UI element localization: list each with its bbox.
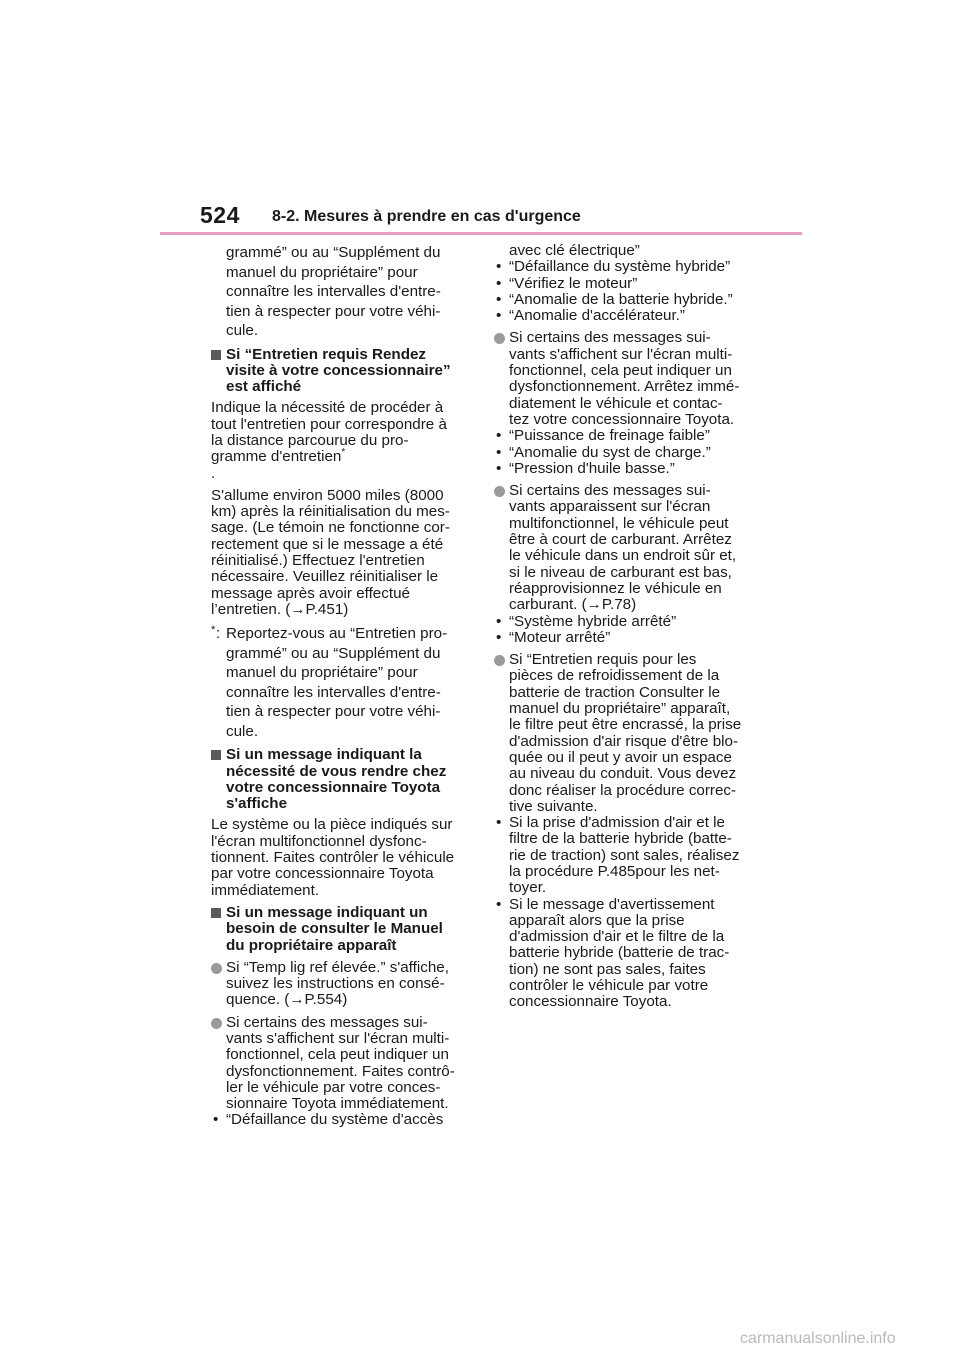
bullet-text: “Moteur arrêté” [509, 628, 611, 646]
text-line: quence. (→P.554) [226, 991, 348, 1009]
text-line: manuel du propriétaire” apparaît, [509, 700, 731, 718]
text-line: Si “Entretien requis Rendez [226, 345, 427, 363]
text-line: réapprovisionnez le véhicule en [509, 579, 722, 597]
text-line: fonctionnel, cela peut indiquer un [509, 362, 732, 380]
page-header [0, 0, 960, 240]
text-line: l’entretien. (→P.451) [211, 600, 349, 618]
text-line: pièces de refroidissement de la [509, 667, 720, 685]
text-line: est affiché [226, 378, 302, 396]
footnote [211, 624, 473, 741]
bullet-item [494, 259, 756, 275]
text-line: gramme d'entretien* . [211, 449, 473, 482]
square-bullet-icon [211, 908, 221, 918]
text-line: manuel du propriétaire” pour [226, 664, 418, 682]
text-line: Si “Temp lig ref élevée.” s'affiche, [226, 958, 449, 976]
bullet-dot: • [496, 459, 502, 477]
bullet-text: “Système hybride arrêté” [509, 612, 677, 630]
text-line: cule. [226, 322, 259, 339]
text-line: cule. [226, 722, 259, 740]
circle-item-text [226, 960, 473, 1009]
text-line: grammé” ou au “Supplément du [226, 244, 441, 261]
bullet-item [494, 461, 756, 477]
bullet-text: “Anomalie du syst de charge.” [509, 443, 711, 461]
text-line: réinitialisé.) Effectuez l'entretien [211, 552, 425, 570]
text-line: quée ou il peut y avoir un espace [509, 748, 732, 766]
bullet-item [494, 445, 756, 461]
text-line: tez votre concessionnaire Toyota. [509, 410, 735, 428]
bullet-dot: • [496, 258, 502, 276]
text-line: la distance parcourue du pro- [211, 431, 409, 449]
bullet-list-a [494, 259, 756, 324]
heading-visit-dealer [211, 747, 473, 812]
bullet-dot: • [496, 290, 502, 308]
text-line: Le système ou la pièce indiqués sur [211, 816, 453, 834]
circle-item-text [509, 330, 756, 428]
text-line: tien à respecter pour votre véhi- [226, 302, 441, 320]
bullet-item-not-dirty [494, 897, 756, 1011]
text-line: connaître les intervalles d'entre- [226, 683, 441, 701]
text-line: Si certains des messages sui- [509, 482, 711, 500]
paragraph-text [211, 400, 473, 481]
bullet-item [494, 428, 756, 444]
text-line: Si “Entretien requis pour les [509, 651, 697, 669]
bullet-dot: • [496, 814, 502, 832]
circle-item-fuel [494, 483, 756, 613]
circle-item-text [226, 1015, 473, 1113]
text-line: dysfonctionnement. Arrêtez immé- [509, 378, 740, 396]
bullet-text: avec clé électrique” [509, 242, 640, 259]
text-line: si le niveau de carburant est bas, [509, 563, 732, 581]
bullet-item [494, 292, 756, 308]
text-line: ler le véhicule par votre conces- [226, 1078, 441, 1096]
text-line: par votre concessionnaire Toyota [211, 865, 434, 883]
text-line: immédiatement. [211, 881, 320, 899]
bullet-text: “Vérifiez le moteur” [509, 274, 638, 292]
text-line: tion) ne sont pas sales, faites [509, 960, 706, 978]
text-line: au niveau du conduit. Vous devez [509, 765, 737, 783]
text-line: Si un message indiquant la [226, 746, 422, 764]
bullet-dot: • [496, 895, 502, 913]
bullet-text [509, 815, 756, 896]
bullet-text [509, 897, 756, 1011]
circle-item-text [509, 652, 756, 815]
circle-item-dealer-check [211, 1015, 473, 1113]
text-line: multifonctionnel, le véhicule peut [509, 514, 729, 532]
text-line: contrôler le véhicule par votre [509, 977, 709, 995]
text-line: Si le message d'avertissement [509, 895, 715, 913]
text-line: carburant. (→P.78) [509, 596, 637, 614]
heading-text [226, 347, 473, 396]
circle-bullet-icon [494, 655, 505, 666]
text-line: s'affiche [226, 795, 288, 813]
bullet-dot: • [496, 612, 502, 630]
bullet-text: “Défaillance du système d'accès [226, 1111, 444, 1129]
sentence-end: . [211, 464, 216, 482]
text-line: concessionnaire Toyota. [509, 993, 672, 1011]
text-line: grammé” ou au “Supplément du [226, 644, 441, 662]
text-line: d'admission d'air risque d'être blo- [509, 732, 739, 750]
text-line: tout l'entretien pour correspondre à [211, 415, 447, 433]
text-line: donc réaliser la procédure correc- [509, 781, 737, 799]
heading-text [226, 747, 473, 812]
text-line: Reportez-vous au “Entretien pro- [226, 625, 448, 643]
text-line: message après avoir effectué [211, 584, 410, 602]
header-rule [160, 232, 802, 235]
text-line: Indique la nécessité de procéder à [211, 399, 444, 417]
footnote-star: * [211, 624, 216, 637]
circle-bullet-icon [211, 963, 222, 974]
left-column [211, 243, 473, 1129]
bullet-item-clean [494, 815, 756, 896]
heading-maintenance-required [211, 347, 473, 396]
text-line: batterie hybride (batterie de trac- [509, 944, 730, 962]
text-line: tien à respecter pour votre véhi- [226, 703, 441, 721]
bullet-continuation [494, 243, 756, 259]
bullet-dot: • [496, 443, 502, 461]
text-line: diatement le véhicule et contac- [509, 394, 723, 412]
bullet-dot: • [496, 628, 502, 646]
circle-item-text [509, 483, 756, 613]
footnote-marker: * [341, 447, 346, 459]
circle-bullet-icon [494, 486, 505, 497]
watermark: carmanualsonline.info [740, 1330, 896, 1347]
text-line: tionnent. Faites contrôler le véhicule [211, 849, 455, 867]
text-line: toyer. [509, 879, 547, 897]
right-column [494, 243, 756, 1011]
text-line: Si la prise d'admission d'air et le [509, 814, 725, 832]
circle-item-cooling [494, 652, 756, 815]
text-line: besoin de consulter le Manuel [226, 920, 443, 938]
text-line: apparaît alors que la prise [509, 911, 685, 929]
text-line: sionnaire Toyota immédiatement. [226, 1095, 449, 1113]
text-line: le véhicule dans un endroit sûr et, [509, 547, 737, 565]
text-line: Si un message indiquant un [226, 903, 428, 921]
heading-text [226, 905, 473, 954]
circle-bullet-icon [211, 1018, 222, 1029]
bullet-dot: • [496, 427, 502, 445]
text-line: visite à votre concessionnaire” [226, 361, 451, 379]
bullet-dot: • [496, 274, 502, 292]
bullet-text: “Anomalie de la batterie hybride.” [509, 290, 733, 308]
footnote-colon: : [216, 625, 221, 643]
section-title: 8-2. Mesures à prendre en cas d'urgence [272, 208, 581, 225]
bullet-item [494, 630, 756, 646]
text-line: km) après la réinitialisation du mes- [211, 503, 450, 521]
text-line: votre concessionnaire Toyota [226, 778, 441, 796]
text-line: dysfonctionnement. Faites contrô- [226, 1062, 455, 1080]
circle-bullet-icon [494, 333, 505, 344]
text-line: sage. (Le témoin ne fonctionne cor- [211, 519, 450, 537]
continued-footnote [211, 243, 473, 341]
bullet-item [494, 614, 756, 630]
page-number: 524 [200, 202, 240, 228]
footnote-text [226, 624, 473, 741]
text-line: le filtre peut être encrassé, la prise [509, 716, 742, 734]
text-line: être à court de carburant. Arrêtez [509, 531, 732, 549]
text-line: manuel du propriétaire” pour [226, 263, 418, 281]
text-line: S'allume environ 5000 miles (8000 [211, 486, 444, 504]
bullet-list-b [494, 428, 756, 477]
text-line: vants s'affichent sur l'écran multi- [226, 1030, 450, 1047]
text-line: filtre de la batterie hybride (batte- [509, 830, 732, 848]
paragraph-maintenance [211, 400, 473, 481]
circle-item-stop-vehicle [494, 330, 756, 428]
bullet-text: “Anomalie d'accélérateur.” [509, 307, 685, 325]
text-line: vants apparaissent sur l'écran [509, 498, 711, 516]
text-line: connaître les intervalles d'entre- [226, 283, 441, 300]
bullet-text: “Pression d'huile basse.” [509, 459, 675, 477]
text-line: rie de traction) sont sales, réalisez [509, 846, 740, 864]
text-line: vants s'affichent sur l'écran multi- [509, 345, 733, 363]
paragraph-dealer [211, 817, 473, 898]
text-line: rectement que si le message a été [211, 535, 444, 553]
text-line: Si certains des messages sui- [226, 1013, 428, 1031]
bullet-item [494, 276, 756, 292]
bullet-list-c [494, 614, 756, 647]
text-line: batterie de traction Consulter le [509, 683, 721, 701]
bullet-text: “Puissance de freinage faible” [509, 427, 710, 445]
text-line: fonctionnel, cela peut indiquer un [226, 1046, 449, 1064]
text-line: l'écran multifonctionnel dysfonc- [211, 832, 427, 850]
bullet-dot: • [496, 307, 502, 325]
bullet-text: “Défaillance du système hybride” [509, 258, 731, 276]
square-bullet-icon [211, 350, 221, 360]
text-line: suivez les instructions en consé- [226, 975, 445, 993]
text-line: Si certains des messages sui- [509, 329, 711, 347]
text-line: tive suivante. [509, 797, 598, 815]
circle-item-temp [211, 960, 473, 1009]
paragraph-reset [211, 488, 473, 618]
bullet-item [494, 308, 756, 324]
heading-consult-manual [211, 905, 473, 954]
bullet-item [211, 1112, 473, 1128]
text-line: du propriétaire apparaît [226, 936, 397, 954]
square-bullet-icon [211, 750, 221, 760]
bullet-dot: • [213, 1111, 219, 1129]
text-line: d'admission d'air et le filtre de la [509, 928, 725, 946]
text-line: nécessaire. Veuillez réinitialiser le [211, 568, 439, 586]
text-line: nécessité de vous rendre chez [226, 762, 447, 780]
text-line: la procédure P.485pour les net- [509, 862, 720, 880]
